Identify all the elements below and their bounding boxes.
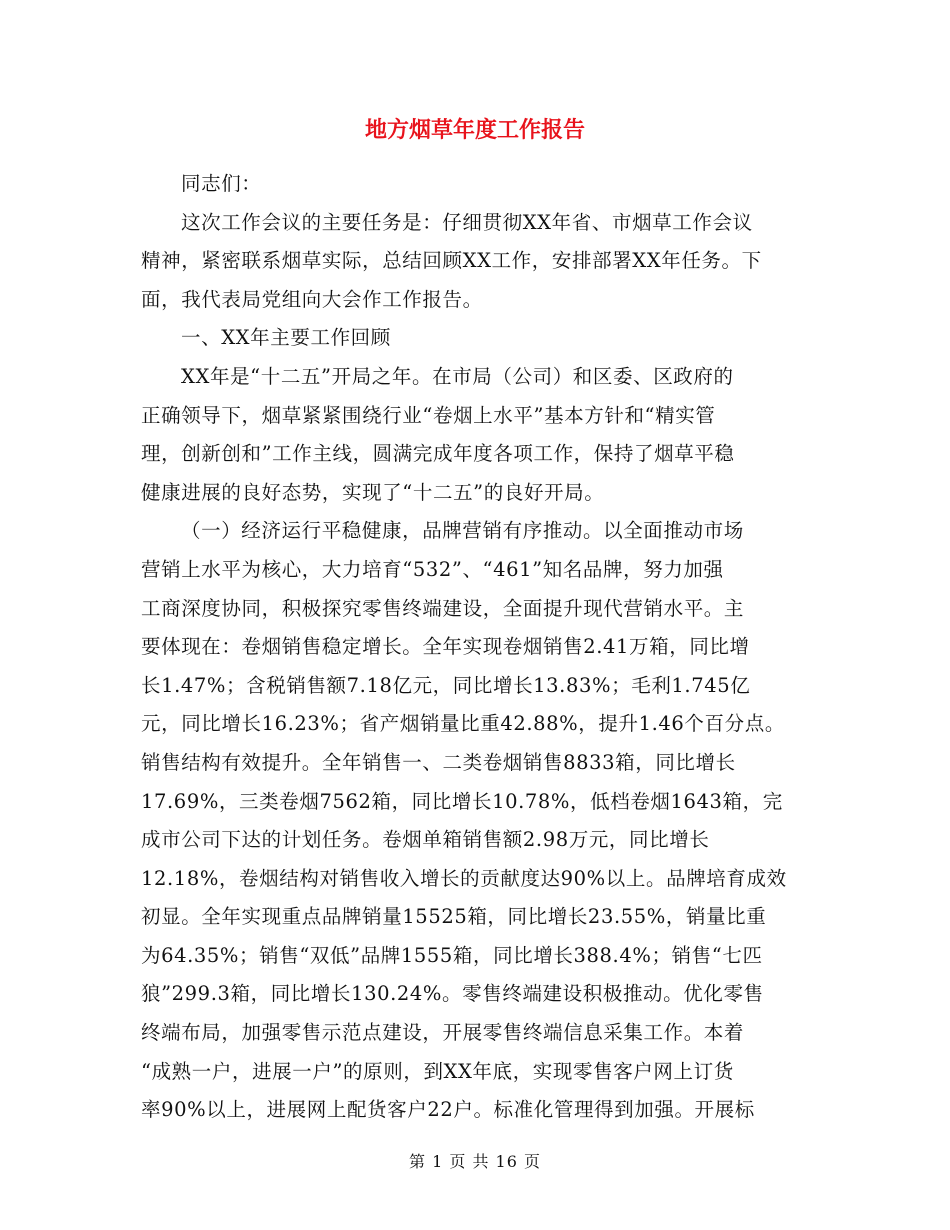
paragraph-line: 理，创新创和”工作主线，圆满完成年度各项工作，保持了烟草平稳 xyxy=(141,442,735,466)
paragraph-line: 这次工作会议的主要任务是：仔细贯彻XX年省、市烟草工作会议 xyxy=(181,210,753,234)
paragraph-line: 面，我代表局党组向大会作工作报告。 xyxy=(141,287,483,311)
paragraph-line: 健康进展的良好态势，实现了“十二五”的良好开局。 xyxy=(141,480,605,504)
paragraph-line: XX年是“十二五”开局之年。在市局（公司）和区委、区政府的 xyxy=(181,364,734,388)
paragraph-line: 精神，紧密联系烟草实际，总结回顾XX工作，安排部署XX年任务。下 xyxy=(141,249,762,273)
paragraph-line: 销售结构有效提升。全年销售一、二类卷烟销售8833箱，同比增长 xyxy=(141,750,736,774)
document-body xyxy=(141,165,806,1130)
paragraph-line: 为64.35%；销售“双低”品牌1555箱，同比增长388.4%；销售“七匹 xyxy=(141,943,763,967)
paragraph-line: “成熟一户，进展一户”的原则，到XX年底，实现零售客户网上订货 xyxy=(141,1059,734,1083)
paragraph-line: 成市公司下达的计划任务。卷烟单箱销售额2.98万元，同比增长 xyxy=(141,828,710,852)
paragraph-line: 长1.47%；含税销售额7.18亿元，同比增长13.83%；毛利1.745亿 xyxy=(141,673,751,697)
paragraph-line: 12.18%，卷烟结构对销售收入增长的贡献度达90%以上。品牌培育成效 xyxy=(141,866,787,890)
salutation: 同志们： xyxy=(181,172,262,195)
document-title: 地方烟草年度工作报告 xyxy=(364,117,585,143)
section-heading: 一、XX年主要工作回顾 xyxy=(181,326,391,350)
paragraph-line: 终端布局，加强零售示范点建设，开展零售终端信息采集工作。本着 xyxy=(141,1021,745,1045)
paragraph-line: 元，同比增长16.23%；省产烟销量比重42.88%，提升1.46个百分点。 xyxy=(141,712,785,736)
paragraph-line: 正确领导下，烟草紧紧围绕行业“卷烟上水平”基本方针和“精实管 xyxy=(141,403,716,427)
page-number-footer: 第 1 页 共 16 页 xyxy=(409,1152,541,1171)
paragraph-line: 率90%以上，进展网上配货客户22户。标准化管理得到加强。开展标 xyxy=(141,1098,755,1122)
paragraph-line: 要体现在：卷烟销售稳定增长。全年实现卷烟销售2.41万箱，同比增 xyxy=(141,635,750,659)
paragraph-line: 工商深度协同，积极探究零售终端建设，全面提升现代营销水平。主 xyxy=(141,596,745,620)
subsection-line: （一）经济运行平稳健康，品牌营销有序推动。以全面推动市场 xyxy=(181,519,744,543)
paragraph-line: 狼”299.3箱，同比增长130.24%。零售终端建设积极推动。优化零售 xyxy=(141,982,764,1006)
paragraph-line: 营销上水平为核心，大力培育“532”、“461”知名品牌，努力加强 xyxy=(141,557,724,581)
paragraph-line: 17.69%，三类卷烟7562箱，同比增长10.78%，低档卷烟1643箱，完 xyxy=(141,789,783,813)
paragraph-line: 初显。全年实现重点品牌销量15525箱，同比增长23.55%，销量比重 xyxy=(141,905,767,929)
